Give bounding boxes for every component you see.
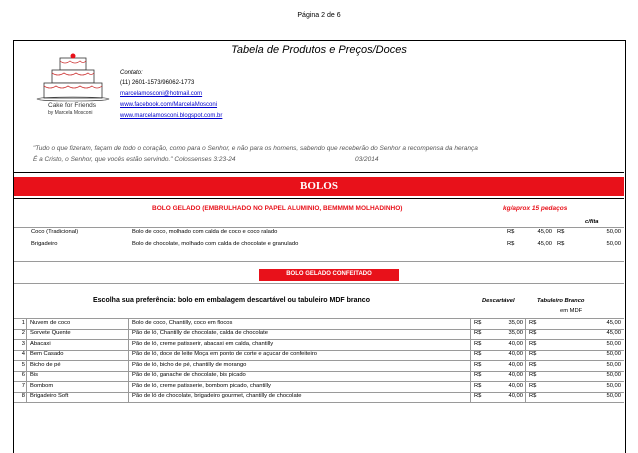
column-divider (470, 318, 471, 402)
quote-line2: É a Cristo, o Senhor, que vocês estão servindo." Colossenses 3:23-24 (33, 156, 236, 163)
col-tabuleiro-sub: em MDF (560, 308, 583, 314)
product-name: Sorvete Quente (30, 330, 71, 336)
confeitado-banner-row (14, 269, 624, 281)
row-divider (14, 283, 624, 284)
product-desc: Pão de ló, ganache de chocolate, bis picado (132, 372, 246, 378)
currency: R$ (529, 330, 537, 336)
product-desc: Pão de ló, doce de leite Moça em ponto de corte e açucar de confeiteiro (132, 351, 317, 357)
logo-byline: by Marcela Mosconi (48, 110, 93, 116)
column-divider (525, 318, 526, 402)
product-name: Bicho de pé (30, 361, 61, 368)
quote-line1: "Tudo o que fizeram, façam de todo o coração, como para o Senhor, e não para os homens, sabendo que receberão do Senhor a recompensa da herança (33, 145, 478, 152)
logo-brand: Cake for Friends (48, 102, 97, 109)
contact-phone: (11) 2601-1573/96062-1773 (120, 80, 195, 86)
product-name: Coco (Tradicional) (31, 229, 79, 235)
row-number: 2 (21, 330, 25, 336)
currency: R$ (557, 229, 565, 235)
currency: R$ (529, 319, 537, 326)
price-descartavel: 40,00 (508, 340, 523, 347)
row-number: 5 (21, 361, 25, 368)
product-desc: Bolo de chocolate, molhado com calda de chocolate e granulado (132, 241, 299, 247)
product-desc: Pão de ló, Chantilly de chocolate, calda de chocolate (132, 330, 268, 336)
contact-label: Contato: (120, 70, 143, 76)
currency: R$ (529, 351, 537, 357)
product-name: Brigadeiro (31, 241, 58, 247)
currency: R$ (474, 393, 482, 399)
currency: R$ (557, 241, 565, 247)
price-descartavel: 40,00 (508, 361, 523, 368)
product-desc: Pão de ló, creme patisserir, abacaxi em calda, chantilly (132, 340, 274, 347)
column-divider (26, 318, 27, 402)
price-tabuleiro: 50,00 (606, 361, 621, 368)
product-desc: Pão de ló, bicho de pé, chantilly de morango (132, 361, 247, 368)
row-divider (14, 402, 624, 403)
row-divider (14, 261, 624, 262)
product-name: Bombom (30, 382, 54, 389)
row-number: 1 (21, 319, 25, 326)
row-number: 4 (21, 351, 25, 357)
product-desc: Pão de ló de chocolate, brigadeiro gourmet, chantilly de chocolate (132, 393, 302, 399)
contact-email-link[interactable]: marcelamosconi@hotmail.com (120, 91, 203, 97)
product-name: Brigadeiro Soft (30, 393, 69, 399)
product-name: Bis (30, 372, 39, 378)
currency: R$ (529, 393, 537, 399)
price-2: 50,00 (606, 241, 621, 247)
price-2: 50,00 (606, 229, 621, 235)
row-number: 3 (21, 340, 25, 347)
product-desc: Pão de ló, creme patisserie, bombom picado, chantilly (132, 382, 271, 389)
row-divider (14, 227, 624, 228)
price-descartavel: 40,00 (508, 372, 523, 378)
product-desc: Bolo de coco, Chantilly, coco em flocos (132, 319, 233, 326)
price-tabuleiro: 50,00 (606, 382, 621, 389)
page-label: Página 2 de 6 (297, 12, 341, 19)
row-number: 6 (21, 372, 25, 378)
col-tabuleiro: Tabuleiro Branco (537, 298, 585, 304)
price-1: 45,00 (537, 229, 552, 235)
price-descartavel: 40,00 (508, 351, 523, 357)
price-tabuleiro: 50,00 (606, 372, 621, 378)
currency: R$ (474, 340, 482, 347)
product-name: Nuvem de coco (30, 319, 71, 326)
currency: R$ (474, 361, 482, 368)
divider (14, 198, 624, 199)
price-descartavel: 40,00 (508, 382, 523, 389)
currency: R$ (474, 372, 482, 378)
price-tabuleiro: 50,00 (606, 340, 621, 347)
divider (14, 172, 624, 173)
price-descartavel: 35,00 (508, 319, 523, 326)
section-title: BOLOS (14, 177, 624, 196)
currency: R$ (474, 382, 482, 389)
price-descartavel: 40,00 (508, 393, 523, 399)
currency: R$ (529, 361, 537, 368)
page-title: Tabela de Produtos e Preços/Doces (231, 44, 407, 56)
price-tabuleiro: 45,00 (606, 330, 621, 336)
product-name: Abacaxi (30, 340, 51, 347)
price-tabuleiro: 50,00 (606, 351, 621, 357)
column-divider (128, 318, 129, 402)
price-tabuleiro: 50,00 (606, 393, 621, 399)
currency: R$ (474, 330, 482, 336)
confeitado-choice: Escolha sua preferência: bolo em embalagem descartável ou tabuleiro MDF branco (93, 297, 370, 304)
product-name: Bem Casado (30, 351, 64, 357)
col-descartavel: Descartável (482, 298, 515, 304)
currency: R$ (529, 382, 537, 389)
row-number: 8 (21, 393, 25, 399)
price-descartavel: 35,00 (508, 330, 523, 336)
currency: R$ (507, 229, 515, 235)
currency: R$ (474, 351, 482, 357)
gelado-price-header: kg/aprox 15 pedaços (503, 205, 568, 212)
contact-blog-link[interactable]: www.marcelamosconi.blogspot.com.br (120, 113, 223, 119)
price-1: 45,00 (537, 241, 552, 247)
product-desc: Bolo de coco, molhado com calda de coco e coco ralado (132, 229, 278, 235)
confeitado-banner: BOLO GELADO CONFEITADO (286, 271, 372, 277)
currency: R$ (507, 241, 515, 247)
row-number: 7 (21, 382, 25, 389)
currency: R$ (474, 319, 482, 326)
currency: R$ (529, 340, 537, 347)
cake-logo (30, 52, 116, 120)
gelado-heading: BOLO GELADO (EMBRULHADO NO PAPEL ALUMINIO, BEMMMM MOLHADINHO) (152, 205, 403, 212)
quote-date: 03/2014 (355, 156, 379, 163)
contact-facebook-link[interactable]: www.facebook.com/MarcelaMosconi (120, 102, 218, 108)
currency: R$ (529, 372, 537, 378)
price-tabuleiro: 45,00 (606, 319, 621, 326)
gelado-col-header: c/fita (585, 219, 599, 225)
